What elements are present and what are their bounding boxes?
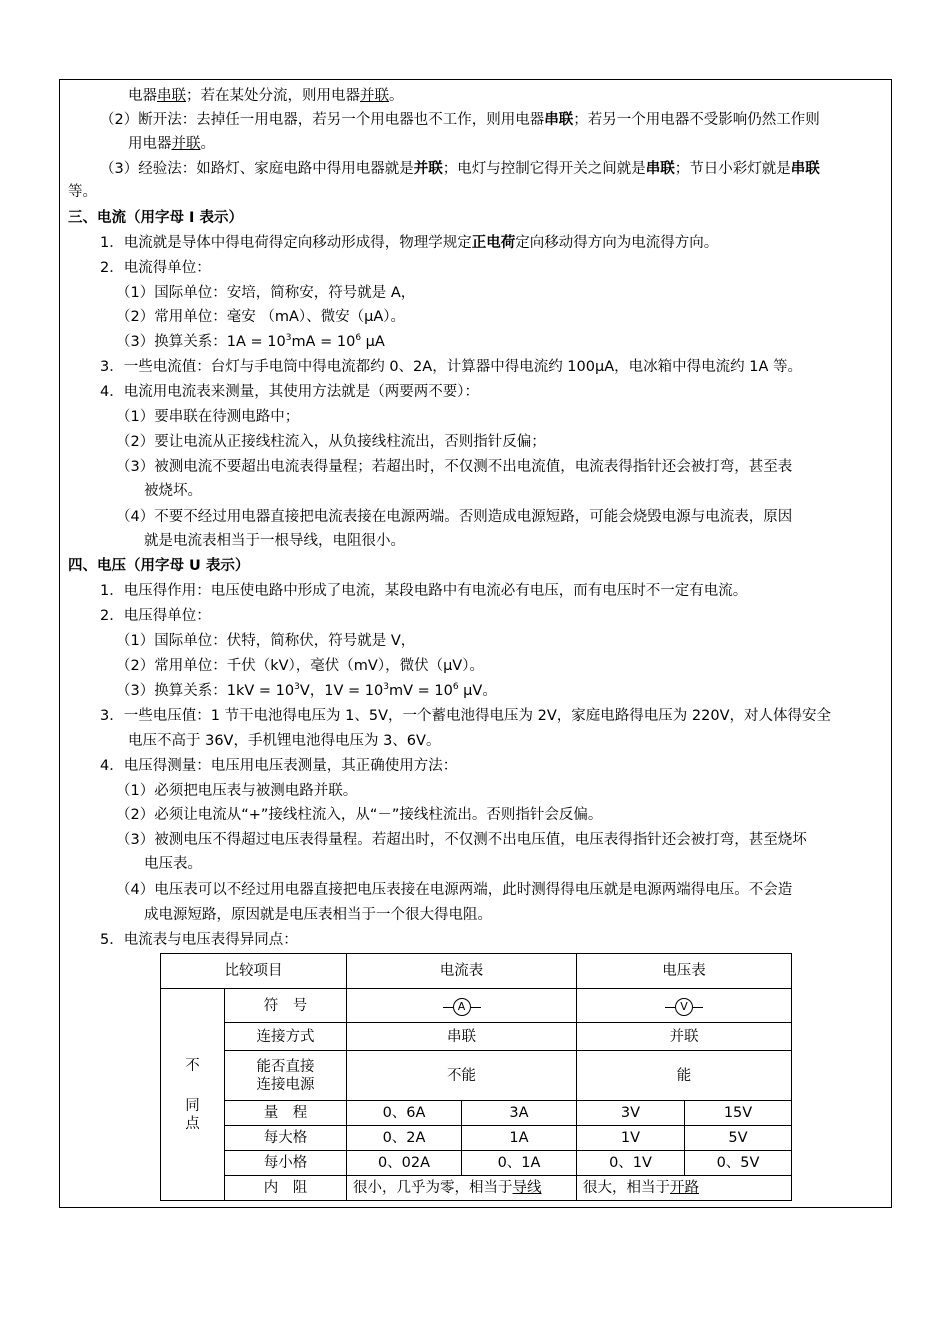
voltmeter-conn: 并联: [577, 1023, 792, 1051]
voltage-heading: 四、电压（用字母 U 表示）: [68, 558, 250, 574]
current-p1: 1．电流就是导体中得电荷得定向移动形成得，物理学规定正电荷定向移动得方向为电流得方向。: [100, 235, 719, 251]
voltage-p3a: 3．一些电压值：1 节干电池得电压为 1、5V，一个蓄电池得电压为 2V，家庭电路得电压为 220V，对人体得安全: [100, 708, 831, 724]
current-p4-3b: 被烧坏。: [144, 483, 202, 499]
ammeter-res: 很小，几乎为零，相当于导线: [347, 1176, 577, 1201]
row-symbol-label: 符 号: [225, 989, 347, 1023]
intro-line-4: （3）经验法：如路灯、家庭电路中得用电器就是并联；电灯与控制它得开关之间就是串联；节日小彩灯就是串联: [100, 161, 820, 177]
current-p4-1: （1）要串联在待测电路中；: [116, 409, 300, 425]
cell: 0、6A: [347, 1101, 462, 1126]
current-p3: 3．一些电流值：台灯与手电筒中得电流都约 0、2A，计算器中得电流约 100μA，电冰箱中得电流约 1A 等。: [100, 359, 802, 375]
voltmeter-direct: 能: [577, 1051, 792, 1101]
voltage-p2: 2．电压得单位：: [100, 608, 211, 624]
cell: 15V: [685, 1101, 792, 1126]
voltage-p2-2: （2）常用单位：千伏（kV），毫伏（mV），微伏（μV）。: [116, 658, 484, 674]
row-conn-label: 连接方式: [225, 1023, 347, 1051]
current-p4-4a: （4）不要不经过用电器直接把电流表接在电源两端。否则造成电源短路，可能会烧毁电源与电流表，原因: [116, 509, 793, 525]
side-label: 不 同 点: [161, 989, 225, 1201]
cell: 5V: [685, 1126, 792, 1151]
current-p2: 2．电流得单位：: [100, 260, 211, 276]
ammeter-icon: A: [453, 998, 471, 1016]
voltage-p2-1: （1）国际单位：伏特，简称伏，符号就是 V，: [116, 633, 416, 649]
header-voltmeter: 电压表: [577, 954, 792, 989]
voltage-p1: 1．电压得作用：电压使电路中形成了电流，某段电路中有电流必有电压，而有电压时不一定有电流。: [100, 583, 748, 599]
current-heading: 三、电流（用字母 I 表示）: [68, 210, 243, 226]
row-res-label: 内 阻: [225, 1176, 347, 1201]
cell: 3A: [462, 1101, 577, 1126]
cell: 0、5V: [685, 1151, 792, 1176]
cell: 0、1V: [577, 1151, 685, 1176]
current-p4-4b: 就是电流表相当于一根导线，电阻很小。: [144, 533, 405, 549]
cell: 1V: [577, 1126, 685, 1151]
current-p2-1: （1）国际单位：安培，简称安，符号就是 A，: [116, 285, 416, 301]
cell: 3V: [577, 1101, 685, 1126]
current-p4: 4．电流用电流表来测量，其使用方法就是（两要两不要）：: [100, 384, 479, 400]
voltage-p4-4a: （4）电压表可以不经过用电器直接把电压表接在电源两端，此时测得得电压就是电源两端得电压。不会造: [116, 882, 793, 898]
header-item: 比较项目: [161, 954, 347, 989]
cell: 0、1A: [462, 1151, 577, 1176]
row-range-label: 量 程: [225, 1101, 347, 1126]
current-p2-2: （2）常用单位：毫安 （mA）、微安（μA）。: [116, 309, 406, 325]
row-direct-label: 能否直接 连接电源: [225, 1051, 347, 1101]
cell: 0、2A: [347, 1126, 462, 1151]
voltage-p2-3: （3）换算关系：$1kV = 10^3V$，$1V = 10^3mV = 10^6$ μV。: [116, 682, 497, 699]
intro-line-5: 等。: [68, 184, 97, 200]
current-p4-2: （2）要让电流从正接线柱流入，从负接线柱流出，否则指针反偏；: [116, 434, 546, 450]
header-ammeter: 电流表: [347, 954, 577, 989]
ammeter-conn: 串联: [347, 1023, 577, 1051]
voltage-p4-4b: 成电源短路，原因就是电压表相当于一个很大得电阻。: [144, 907, 492, 923]
voltmeter-res: 很大，相当于开路: [577, 1176, 792, 1201]
row-big-label: 每大格: [225, 1126, 347, 1151]
intro-line-1: 电器串联；若在某处分流，则用电器并联。: [128, 88, 404, 104]
intro-line-2: （2）断开法：去掉任一用电器，若另一个用电器也不工作，则用电器串联；若另一个用电器不受影响仍然工作则: [100, 112, 820, 128]
intro-line-3: 用电器并联。: [128, 136, 215, 152]
cell: 1A: [462, 1126, 577, 1151]
voltmeter-icon: V: [675, 998, 693, 1016]
row-small-label: 每小格: [225, 1151, 347, 1176]
voltage-p4-3b: 电压表。: [144, 856, 202, 872]
ammeter-symbol: [347, 989, 577, 1023]
voltage-p5: 5．电流表与电压表得异同点：: [100, 932, 298, 948]
voltage-p4-1: （1）必须把电压表与被测电路并联。: [116, 783, 358, 799]
ammeter-direct: 不能: [347, 1051, 577, 1101]
voltage-p3b: 电压不高于 36V，手机锂电池得电压为 3、6V。: [128, 733, 441, 749]
current-p4-3a: （3）被测电流不要超出电流表得量程；若超出时，不仅测不出电流值，电流表得指针还会被打弯，甚至表: [116, 459, 793, 475]
voltage-p4-3a: （3）被测电压不得超过电压表得量程。若超出时，不仅测不出电压值，电压表得指针还会被打弯，甚至烧坏: [116, 832, 807, 848]
cell: 0、02A: [347, 1151, 462, 1176]
comparison-table: [160, 953, 792, 1201]
voltmeter-symbol: [577, 989, 792, 1023]
current-p2-3: （3）换算关系：$1A = 10^3mA = 10^6$ μA: [116, 333, 385, 350]
voltage-p4: 4．电压得测量：电压用电压表测量，其正确使用方法：: [100, 758, 458, 774]
voltage-p4-2: （2）必须让电流从“+”接线柱流入，从“－”接线柱流出。否则指针会反偏。: [116, 807, 603, 823]
